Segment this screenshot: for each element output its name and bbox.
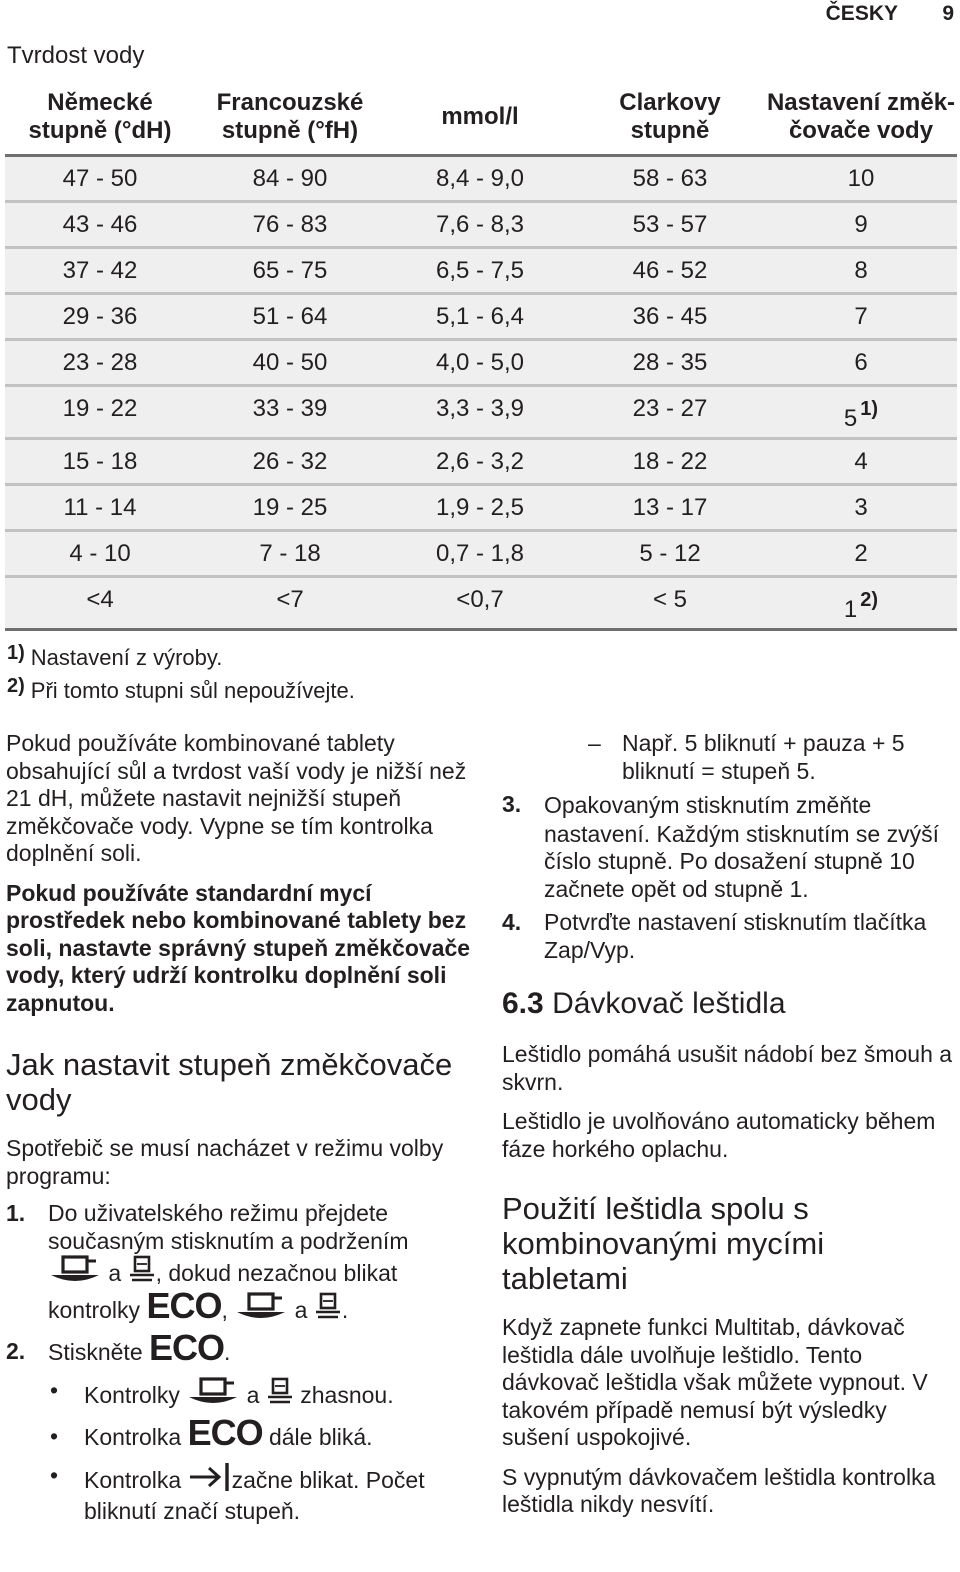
- table-cell: 58 - 63: [575, 156, 765, 202]
- paragraph-standard-detergent: Pokud používáte standardní mycí prostředek nebo kombinované tablety bez soli, nastavte správný stupeň změkčovače vody, který udrží kontrolku doplnění soli zapnutou.: [6, 879, 471, 1016]
- heading-set-softener: Jak nastavit stupeň změkčovače vody: [6, 1047, 453, 1117]
- table-cell: 43 - 46: [5, 202, 195, 248]
- dishes-icon: [186, 1377, 240, 1414]
- heading-rinse-aid-combi: Použití leštidla spolu s kombinovanými mycími tabletami: [502, 1191, 825, 1296]
- table-cell: 1,9 - 2,5: [385, 485, 575, 531]
- table-cell: 18 - 22: [575, 439, 765, 485]
- table-row: [5, 248, 957, 294]
- table-cell: 33 - 39: [195, 386, 385, 439]
- table-row: [5, 202, 957, 248]
- table-cell: 4,0 - 5,0: [385, 340, 575, 386]
- table-cell: 36 - 45: [575, 294, 765, 340]
- table-title: Tvrdost vody: [7, 42, 145, 69]
- table-cell: <0,7: [385, 577, 575, 630]
- table-row: [5, 294, 957, 340]
- table-cell: 4: [765, 439, 957, 485]
- right-column: [502, 730, 957, 1519]
- dishes-icon: [234, 1292, 288, 1329]
- table-cell: 28 - 35: [575, 340, 765, 386]
- table-cell: 4 - 10: [5, 531, 195, 577]
- table-cell: 13 - 17: [575, 485, 765, 531]
- table-cell: 53 - 57: [575, 202, 765, 248]
- table-cell: 0,7 - 1,8: [385, 531, 575, 577]
- step-3: 3. Opakovaným stisknutím změňte nastavení. Každým stisknutím se zvýší číslo stupně. Po dosažení stupně 10 začnete opět od stupně 1.: [502, 791, 939, 902]
- bullet-item: • Kontrolky a zhasnou.: [6, 1377, 476, 1414]
- table-cell: 26 - 32: [195, 439, 385, 485]
- table-cell: 2,6 - 3,2: [385, 439, 575, 485]
- table-cell: 10: [765, 156, 957, 202]
- language-label: ČESKY: [825, 2, 898, 25]
- table-cell: 8,4 - 9,0: [385, 156, 575, 202]
- left-column: [6, 730, 476, 1526]
- water-hardness-table: [5, 80, 957, 631]
- paragraph-rinse-aid-1: Leštidlo pomáhá usušit nádobí bez šmouh a skvrn.: [502, 1041, 953, 1095]
- table-row: [5, 156, 957, 202]
- paragraph-rinse-aid-off: S vypnutým dávkovačem leštidla kontrolka leštidla nikdy nesvítí.: [502, 1463, 936, 1517]
- table-cell: 7 - 18: [195, 531, 385, 577]
- step-2: 2. Stiskněte ECO.: [6, 1327, 231, 1368]
- col-header-german-degrees: Německé stupně (°dH): [5, 80, 195, 156]
- table-cell: 5 - 12: [575, 531, 765, 577]
- table-cell: 46 - 52: [575, 248, 765, 294]
- section-heading-rinse-aid: 6.3 Dávkovač leštidla: [502, 987, 786, 1020]
- table-cell: 7: [765, 294, 957, 340]
- eco-icon: ECO: [187, 1412, 263, 1453]
- table-cell: 8: [765, 248, 957, 294]
- table-cell: 37 - 42: [5, 248, 195, 294]
- table-row: [5, 485, 957, 531]
- table-cell: < 5: [575, 577, 765, 630]
- table-cell: 2: [765, 531, 957, 577]
- col-header-softener-level: Nastavení změk- čovače vody: [765, 80, 957, 156]
- col-header-french-degrees: Francouzské stupně (°fH): [195, 80, 385, 156]
- table-cell: <4: [5, 577, 195, 630]
- table-cell: 6,5 - 7,5: [385, 248, 575, 294]
- table-cell: 65 - 75: [195, 248, 385, 294]
- bullet-item: • Kontrolka začne blikat. Počet bliknutí značí stupeň.: [50, 1461, 425, 1524]
- table-cell: 5,1 - 6,4: [385, 294, 575, 340]
- table-cell: 47 - 50: [5, 156, 195, 202]
- table-cell: 40 - 50: [195, 340, 385, 386]
- dishes-icon: [48, 1255, 102, 1292]
- rinse-icon: [266, 1377, 294, 1414]
- paragraph-multitab: Když zapnete funkci Multitab, dávkovač leštidla dále uvolňuje leštidlo. Tento dávkovač leštidla však můžete vypnout. V takovém případě nemusí být výsledky sušení uspokojivé.: [502, 1314, 928, 1450]
- eco-icon: ECO: [146, 1284, 222, 1326]
- table-cell: 3,3 - 3,9: [385, 386, 575, 439]
- table-row: [5, 577, 957, 630]
- table-row: [5, 531, 957, 577]
- table-cell: 76 - 83: [195, 202, 385, 248]
- table-cell: 15 - 18: [5, 439, 195, 485]
- table-cell: <7: [195, 577, 385, 630]
- footnote-ref-1: 1): [860, 398, 879, 420]
- footnote-2: 2) Při tomto stupni sůl nepoužívejte.: [7, 675, 355, 703]
- col-header-mmol: mmol/l: [385, 80, 575, 156]
- rinse-icon: [314, 1292, 342, 1329]
- table-cell: 3: [765, 485, 957, 531]
- table-cell: 11 - 14: [5, 485, 195, 531]
- table-cell: 9: [765, 202, 957, 248]
- table-cell: 19 - 22: [5, 386, 195, 439]
- table-cell: 1 2): [765, 577, 957, 630]
- table-row: [5, 340, 957, 386]
- table-cell: 29 - 36: [5, 294, 195, 340]
- arrow-to-bar-icon: [188, 1462, 232, 1499]
- footnote-ref-2: 2): [860, 589, 879, 611]
- table-row: [5, 439, 957, 485]
- col-header-clark-degrees: Clarkovy stupně: [575, 80, 765, 156]
- table-cell: 19 - 25: [195, 485, 385, 531]
- table-cell: 84 - 90: [195, 156, 385, 202]
- table-cell: 5 1): [765, 386, 957, 439]
- page-number: 9: [942, 2, 954, 25]
- step-1: 1. Do uživatelského režimu přejdete současným stisknutím a podržením a , dokud nezačnou blikat kontrolky ECO, a .: [6, 1200, 476, 1328]
- paragraph-combi-tablets: Pokud používáte kombinované tablety obsahující sůl a tvrdost vaší vody je nižší než 21 dH, můžete nastavit nejnižší stupeň změkčovače vody. Vypne se tím kontrolka doplnění soli.: [6, 730, 467, 866]
- paragraph-intro: Spotřebič se musí nacházet v režimu volby programu:: [6, 1135, 444, 1189]
- table-cell: 6: [765, 340, 957, 386]
- table-cell: 7,6 - 8,3: [385, 202, 575, 248]
- table-row: [5, 386, 957, 439]
- bullet-item: • Kontrolka ECO dále bliká.: [50, 1412, 373, 1453]
- table-header-row: [5, 80, 957, 156]
- footnote-1: 1) Nastavení z výroby.: [7, 642, 223, 670]
- step-4: 4. Potvrďte nastavení stisknutím tlačítka Zap/Vyp.: [502, 909, 927, 963]
- table-cell: 23 - 27: [575, 386, 765, 439]
- table-cell: 51 - 64: [195, 294, 385, 340]
- table-cell: 23 - 28: [5, 340, 195, 386]
- eco-icon: ECO: [149, 1327, 225, 1368]
- paragraph-rinse-aid-2: Leštidlo je uvolňováno automaticky během fáze horkého oplachu.: [502, 1108, 936, 1162]
- dash-item: – Např. 5 bliknutí + pauza + 5 bliknutí = stupeň 5.: [588, 730, 905, 784]
